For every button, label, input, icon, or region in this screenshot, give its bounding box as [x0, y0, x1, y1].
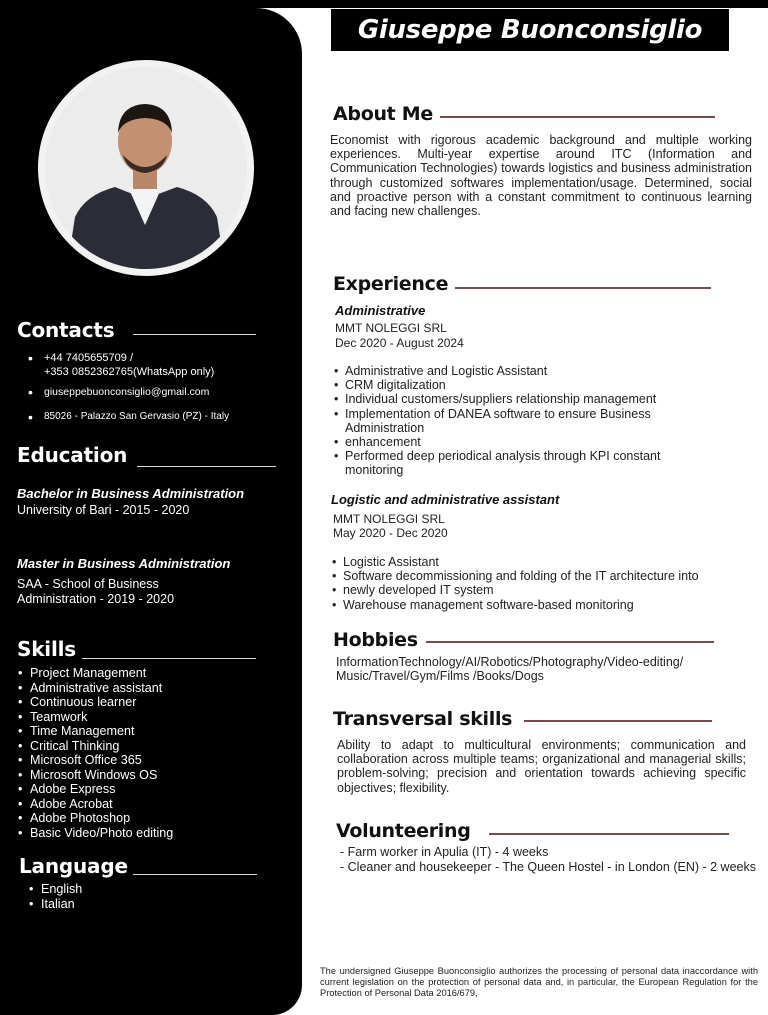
language-list	[28, 882, 298, 911]
contact-phone	[28, 351, 288, 379]
experience-heading: Experience	[333, 273, 449, 295]
contacts-heading: Contacts	[17, 318, 115, 342]
education-school-line2: Administration - 2019 - 2020	[17, 592, 175, 606]
job-bullet: • CRM digitalization	[334, 378, 744, 392]
candidate-name: Giuseppe Buonconsiglio	[331, 9, 729, 51]
skill-item: • Administrative assistant	[17, 681, 287, 696]
job-title: Logistic and administrative assistant	[331, 492, 560, 507]
education-item-master	[17, 555, 292, 607]
hobbies-divider	[426, 641, 714, 643]
education-divider	[137, 466, 276, 467]
transversal-text: Ability to adapt to multicultural environments; communication and collaboration across multiple teams; organizational and managerial skills; problem-solving; precision and orientation towards achieving specific objectives; flexibility.	[337, 738, 746, 795]
skill-item: • Adobe Photoshop	[17, 811, 287, 826]
education-degree: Bachelor in Business Administration	[17, 486, 245, 501]
education-heading: Education	[17, 443, 128, 467]
profile-photo	[38, 60, 254, 276]
language-item: • Italian	[28, 897, 298, 912]
job-bullet: • Implementation of DANEA software to ensure Business Administration	[334, 407, 714, 435]
job-bullets	[332, 555, 762, 612]
job-bullet: • Administrative and Logistic Assistant	[334, 364, 744, 378]
skills-divider	[82, 658, 256, 659]
job-bullet: • Software decommissioning and folding of the IT architecture into	[332, 569, 762, 583]
job-bullet: • Individual customers/suppliers relationship management	[334, 392, 744, 406]
job-company: MMT NOLEGGI SRL	[333, 512, 445, 526]
job-bullet: • Performed deep periodical analysis through KPI constant monitoring	[334, 449, 714, 477]
contacts-divider	[133, 334, 256, 335]
job-dates: May 2020 - Dec 2020	[333, 526, 448, 540]
education-degree: Master in Business Administration	[17, 556, 231, 571]
skill-item: • Adobe Express	[17, 782, 287, 797]
language-item: • English	[28, 882, 298, 897]
job-bullet: • newly developed IT system	[332, 583, 762, 597]
contact-address-text: • 85026 - Palazzo San Gervasio (PZ) - Italy	[44, 411, 230, 422]
volunteering-divider	[489, 833, 729, 835]
contact-email	[28, 385, 288, 399]
skill-item: • Microsoft Office 365	[17, 753, 287, 768]
skills-heading: Skills	[17, 637, 76, 661]
education-school: University of Bari - 2015 - 2020	[17, 503, 190, 517]
sidebar	[0, 8, 302, 1015]
contact-phone-uk: • +44 7405655709 /	[44, 352, 134, 364]
education-item-bachelor	[17, 485, 292, 518]
contact-email-text: • giuseppebuonconsiglio@gmail.com	[44, 386, 210, 398]
volunteering-item: - Cleaner and housekeeper - The Queen Hostel - in London (EN) - 2 weeks	[340, 859, 756, 874]
contact-address	[28, 410, 288, 424]
contact-phone-ie: +353 0852362765(WhatsApp only)	[44, 366, 215, 378]
skills-list	[17, 666, 287, 840]
top-bar	[0, 0, 768, 8]
contacts-list	[28, 351, 288, 424]
about-divider	[440, 116, 715, 118]
job-title: Administrative	[335, 303, 426, 318]
job-bullet: • Warehouse management software-based monitoring	[332, 598, 762, 612]
skill-item: • Continuous learner	[17, 695, 287, 710]
skill-item: • Critical Thinking	[17, 739, 287, 754]
skill-item: • Teamwork	[17, 710, 287, 725]
volunteering-list	[336, 845, 760, 874]
language-divider	[133, 874, 257, 875]
transversal-heading: Transversal skills	[333, 708, 513, 730]
language-heading: Language	[19, 854, 128, 878]
skill-item: • Adobe Acrobat	[17, 797, 287, 812]
about-heading: About Me	[333, 103, 433, 125]
job-bullet: • enhancement	[334, 435, 744, 449]
skill-item: • Time Management	[17, 724, 287, 739]
skill-item: • Microsoft Windows OS	[17, 768, 287, 783]
job-bullet: • Logistic Assistant	[332, 555, 762, 569]
volunteering-heading: Volunteering	[336, 820, 471, 842]
job-company: MMT NOLEGGI SRL	[335, 321, 447, 335]
hobbies-heading: Hobbies	[333, 629, 418, 651]
transversal-divider	[524, 720, 712, 722]
skill-item: • Basic Video/Photo editing	[17, 826, 287, 841]
education-school-line1: SAA - School of Business	[17, 577, 159, 591]
job-dates: Dec 2020 - August 2024	[335, 336, 464, 350]
hobbies-text: InformationTechnology/AI/Robotics/Photography/Video-editing/ Music/Travel/Gym/Films /Books/Dogs	[336, 655, 684, 684]
job-bullets	[334, 364, 744, 478]
skill-item: • Project Management	[17, 666, 287, 681]
volunteering-item: - Farm worker in Apulia (IT) - 4 weeks	[340, 845, 549, 859]
about-text: Economist with rigorous academic background and multiple working experiences. Multi-year expertise around ITC (Information and Communication Technologies) towards logistics and business administration through customized softwares implementation/usage. Determined, social and proactive person with a constant commitment to continuous learning and facing new challenges.	[330, 133, 752, 219]
privacy-footer: The undersigned Giuseppe Buonconsiglio authorizes the processing of personal data inaccordance with current legislation on the protection of personal data and, in particular, the European Regulation for the Protection of Personal Data 2016/679,	[320, 966, 758, 998]
experience-divider	[455, 287, 711, 289]
